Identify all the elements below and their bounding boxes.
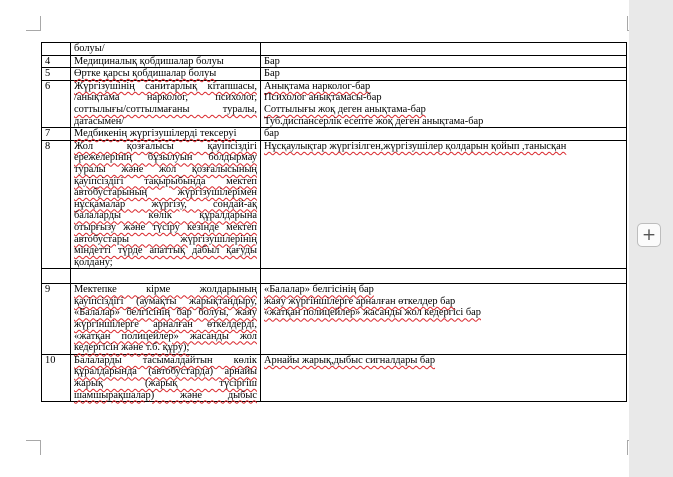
criterion-line: Медбикенің жүргізушілерді тексеруі <box>74 128 237 140</box>
criterion-line: отырғызу және түсіру кезінде мектеп <box>74 221 257 233</box>
criterion-cell[interactable] <box>71 68 261 81</box>
criterion-cell[interactable] <box>71 354 261 401</box>
status-cell[interactable] <box>261 284 627 355</box>
criterion-line: қауіпсіздігі (аумақты жарықтандыру, <box>74 295 257 307</box>
criterion-line: Жүргізушінің санитарлық кітапшасы, <box>74 80 257 92</box>
status-line: «жатқан полицейлер» жасанды жол кедергісі бар <box>264 307 481 319</box>
criterion-cell[interactable] <box>71 284 261 355</box>
criterion-line: шамшырақшалар) және дыбыс <box>74 389 257 401</box>
table-row <box>42 140 627 269</box>
criterion-cell[interactable] <box>71 269 261 284</box>
status-cell[interactable] <box>261 80 627 127</box>
status-line: Психолог анықтамасы-бар <box>264 92 382 104</box>
criterion-cell[interactable] <box>71 55 261 68</box>
row-number <box>42 43 71 56</box>
margin-mark-bottom-left <box>26 440 41 455</box>
table-row <box>42 68 627 81</box>
row-number: 8 <box>42 140 71 269</box>
criterion-line: Жол қозғалысы қауіпсіздігі <box>74 140 257 152</box>
criterion-line: датасымен/ <box>74 115 125 127</box>
criterion-line: Балаларды тасымалдайтын көлік <box>74 354 257 366</box>
status-line: Нұсқаулықтар жүргізілген,жүргізушілер қолдарын қойып ,танысқан <box>264 140 567 152</box>
row-number: 10 <box>42 354 71 401</box>
status-line: Туб.диспансерлік есепте жоқ деген анықтама-бар <box>264 115 484 127</box>
criterion-cell[interactable] <box>71 80 261 127</box>
status-line: бар <box>264 128 280 140</box>
table-row <box>42 269 627 284</box>
status-cell[interactable] <box>261 43 627 56</box>
margin-mark-top-left <box>26 16 41 31</box>
criterion-line: міндетті түрде апаттық дабыл қағуды <box>74 245 257 257</box>
criterion-line: болуы/ <box>74 43 105 54</box>
criterion-line: ережелерінің бұзылуын болдырмау <box>74 152 257 164</box>
criterion-line: кедергісін және т.б. құру); <box>74 342 190 354</box>
table-row <box>42 55 627 68</box>
status-line: Бар <box>264 68 280 80</box>
criterion-line: Медициналық қобдишалар болуы <box>74 55 224 67</box>
criterion-line: жүргіншілерге арналған өткелдерді, <box>74 319 257 331</box>
criterion-line: қолдану; <box>74 256 113 268</box>
criterion-line: құралдарында (автобустарда) арнайы <box>74 366 257 378</box>
row-number: 9 <box>42 284 71 355</box>
criterion-line: Өртке қарсы қобдишалар болуы <box>74 68 217 80</box>
status-line: Анықтама нарколог-бар <box>264 80 371 92</box>
add-button[interactable] <box>637 223 661 247</box>
table-row <box>42 80 627 127</box>
status-cell[interactable] <box>261 128 627 141</box>
criterion-line: жарық (жарық түсіргіш <box>74 378 257 390</box>
status-cell[interactable] <box>261 269 627 284</box>
status-cell[interactable] <box>261 354 627 401</box>
row-number: 6 <box>42 80 71 127</box>
status-cell[interactable] <box>261 55 627 68</box>
status-line: Бар <box>264 55 280 67</box>
checklist-table <box>41 42 627 402</box>
criterion-line: /анықтама нарколог, психолог, <box>74 92 257 104</box>
criterion-line: автобустары жүргізушілерінің <box>74 233 257 245</box>
criterion-line: «Балалар» белгісінің бар болуы, жаяу <box>74 307 257 319</box>
table-row <box>42 284 627 355</box>
criterion-line: туралы және жол қозғалысының <box>74 163 257 175</box>
criterion-cell[interactable] <box>71 128 261 141</box>
margin-mark-bottom-right <box>627 440 629 455</box>
row-number <box>42 269 71 284</box>
status-line: Арнайы жарық,дыбыс сигналдары бар <box>264 354 436 366</box>
criterion-line: қауіпсіздігі тақырыбында мектеп <box>74 175 257 187</box>
row-number: 4 <box>42 55 71 68</box>
status-line: Соттылығы жоқ деген анықтама-бар <box>264 103 426 115</box>
status-line: жаяу жүргіншілерге арналған өткелдер бар <box>264 295 456 307</box>
status-cell[interactable] <box>261 140 627 269</box>
criterion-cell[interactable] <box>71 140 261 269</box>
plus-icon: + <box>641 225 657 245</box>
margin-mark-top-right <box>627 16 629 31</box>
criterion-line: Мектепке кірме жолдарының <box>74 284 257 296</box>
status-line: «Балалар» белгісінің бар <box>264 284 374 296</box>
table-row <box>42 354 627 401</box>
table-row <box>42 43 627 56</box>
status-cell[interactable] <box>261 68 627 81</box>
criterion-line: автобустарының жүргізушілерімен <box>74 187 257 199</box>
row-number: 5 <box>42 68 71 81</box>
table-row <box>42 128 627 141</box>
criterion-line: нұсқамалар жүргізу, сондай-ақ <box>74 198 257 210</box>
criterion-line: соттылығы/соттылмағаны туралы, <box>74 103 257 115</box>
criterion-line: «жатқан полицейлер» жасанды жол <box>74 330 257 342</box>
criterion-line: балаларды көлік құралдарына <box>74 210 257 222</box>
criterion-cell[interactable] <box>71 43 261 56</box>
row-number: 7 <box>42 128 71 141</box>
